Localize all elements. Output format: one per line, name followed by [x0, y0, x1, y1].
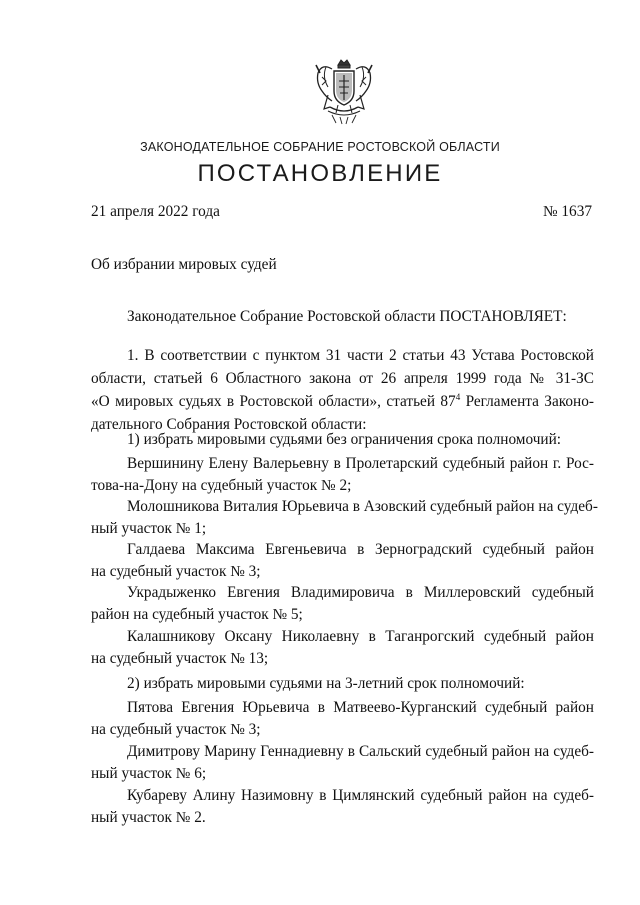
judge-entry-line: Украдыженко Евгения Владимировича в Миллеровский судебный — [127, 584, 594, 601]
judge-entry-line: Калашникову Оксану Николаевну в Таганрогский судебный район — [127, 628, 594, 645]
superscript: 4 — [455, 392, 461, 402]
paragraph-1-text: Регламента Законо- — [460, 393, 594, 410]
judge-entry-line: район на судебный участок № 5; — [91, 606, 303, 623]
document-type-title: ПОСТАНОВЛЕНИЕ — [197, 160, 443, 187]
document-number: № 1637 — [542, 203, 592, 220]
judge-entry-line: Молошникова Виталия Юрьевича в Азовский судебный район на судеб- — [127, 498, 598, 515]
document-subject: Об избрании мировых судей — [91, 256, 277, 273]
judge-entry-line: на судебный участок № 13; — [91, 650, 269, 667]
paragraph-1-line: 1. В соответствии с пунктом 31 части 2 статьи 43 Устава Ростовской — [127, 347, 594, 364]
judge-entry-line: ный участок № 1; — [91, 520, 207, 537]
judge-entry-line: Галдаева Максима Евгеньевича в Зерноградский судебный район — [127, 541, 594, 558]
judge-entry-line: на судебный участок № 3; — [91, 721, 261, 738]
judge-entry-line: Димитрову Марину Геннадиевну в Сальский судебный район на судеб- — [127, 743, 594, 760]
organization-name: ЗАКОНОДАТЕЛЬНОЕ СОБРАНИЕ РОСТОВСКОЙ ОБЛАСТИ — [140, 140, 500, 154]
judge-entry-line: ный участок № 6; — [91, 765, 207, 782]
resolution-intro: Законодательное Собрание Ростовской области ПОСТАНОВЛЯЕТ: — [127, 308, 567, 325]
paragraph-1-line: области, статьей 6 Областного закона от 26 апреля 1999 года № 31-ЗС — [91, 370, 594, 387]
judge-entry-line: Пятова Евгения Юрьевича в Матвеево-Курганский судебный район — [127, 699, 594, 716]
judge-entry-line: Кубареву Алину Назимовну в Цимлянский судебный район на судеб- — [127, 787, 594, 804]
judge-entry-line: това-на-Дону на судебный участок № 2; — [91, 477, 352, 494]
judge-entry-line: ный участок № 2. — [91, 809, 206, 826]
document-date: 21 апреля 2022 года — [91, 203, 220, 220]
paragraph-1-line: дательного Собрания Ростовской области: — [91, 416, 367, 433]
paragraph-1-text: «О мировых судьях в Ростовской области», статьей 87 — [91, 393, 456, 410]
subsection-1-heading: 1) избрать мировыми судьями без ограничения срока полномочий: — [127, 431, 562, 448]
subsection-2-heading: 2) избрать мировыми судьями на 3-летний срок полномочий: — [127, 675, 525, 692]
judge-entry-line: Вершинину Елену Валерьевну в Пролетарский судебный район г. Рос- — [127, 455, 594, 472]
judge-entry-line: на судебный участок № 3; — [91, 563, 261, 580]
coat-of-arms-icon — [308, 57, 380, 127]
paragraph-1-line — [91, 392, 594, 411]
